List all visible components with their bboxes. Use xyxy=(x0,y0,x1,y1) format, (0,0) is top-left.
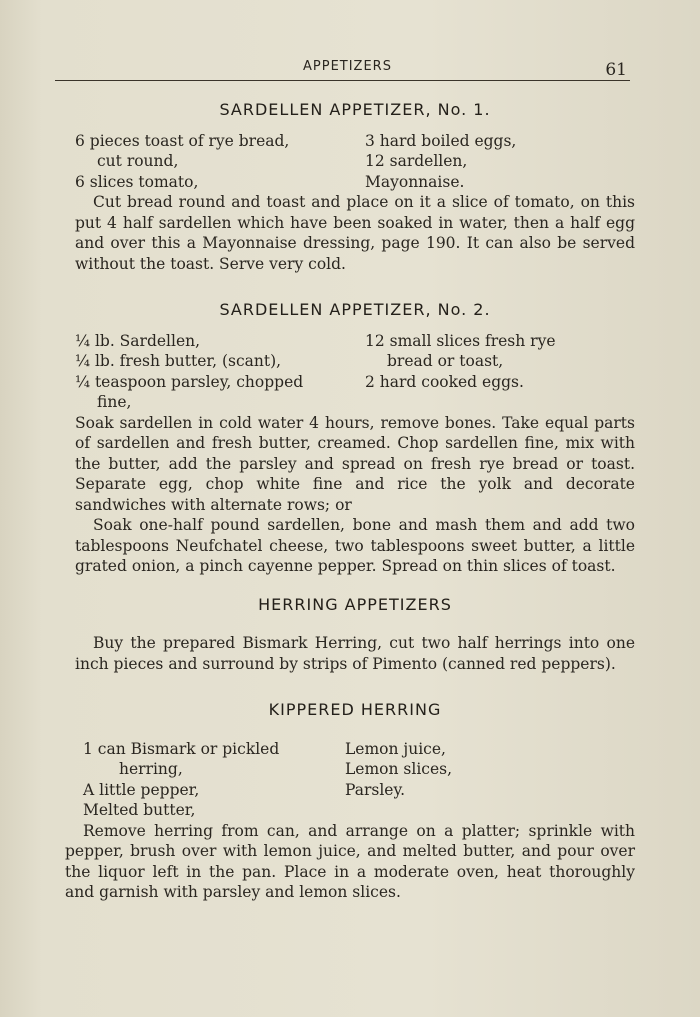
ingredients-right-column xyxy=(365,331,635,413)
header-rule xyxy=(55,80,630,81)
ingredient: cut round, xyxy=(97,152,179,170)
recipe-instructions: Buy the prepared Bismark Herring, cut two half herrings into one inch pieces and surround by strips of Pimento (canned red peppers). xyxy=(75,634,635,673)
ingredient: 1 can Bismark or pickled xyxy=(83,739,280,758)
ingredient: A little pepper, xyxy=(83,780,200,799)
ingredient: 12 small slices fresh rye xyxy=(365,331,556,350)
recipe-instructions: Cut bread round and toast and place on it a slice of tomato, on this put 4 half sardellen which have been soaked in water, then a half egg and over this a Mayonnaise dressing, page 190. It can also be served without the toast. Serve very cold. xyxy=(75,193,635,273)
ingredient: 12 sardellen, xyxy=(365,152,468,170)
ingredients-left-column xyxy=(75,739,345,821)
ingredient-list xyxy=(75,331,635,413)
recipe-title: KIPPERED HERRING xyxy=(268,700,442,719)
recipe-instructions: Remove herring from can, and arrange on a platter; sprinkle with pepper, brush over with lemon juice, and melted butter, and pour over the liquor left in the pan. Place in a moderate oven, heat thoroughly and garnish with parsley and lemon slices. xyxy=(65,821,635,901)
ingredients-left-column xyxy=(75,331,365,413)
ingredient: ¼ teaspoon parsley, chopped xyxy=(75,372,304,391)
page-header xyxy=(55,56,630,86)
ingredients-right-column xyxy=(345,739,635,821)
recipe-kippered-herring xyxy=(65,700,635,903)
recipe-title: SARDELLEN APPETIZER, No. 1. xyxy=(219,100,491,119)
ingredient-list xyxy=(75,131,635,193)
ingredient: Parsley. xyxy=(345,780,406,799)
ingredient: bread or toast, xyxy=(387,352,504,370)
ingredients-right-column xyxy=(365,131,635,193)
recipe-instructions: Soak one-half pound sardellen, bone and mash them and add two tablespoons Neufchatel cheese, two tablespoons sweet butter, a little grated onion, a pinch cayenne pepper. Spread on thin slices of toast. xyxy=(75,516,635,575)
ingredient: ¼ lb. Sardellen, xyxy=(75,331,201,350)
page-number: 61 xyxy=(605,60,627,80)
ingredient-list xyxy=(75,739,635,821)
ingredient: Lemon slices, xyxy=(345,760,453,778)
ingredient: 2 hard cooked eggs. xyxy=(365,372,524,391)
ingredient: Lemon juice, xyxy=(345,739,446,758)
ingredient: ¼ lb. fresh butter, (scant), xyxy=(75,352,282,370)
recipe-herring-appetizers xyxy=(75,595,635,675)
page-content xyxy=(65,100,635,903)
ingredient: 6 pieces toast of rye bread, xyxy=(75,131,290,150)
ingredient: fine, xyxy=(97,393,132,411)
running-head: APPETIZERS xyxy=(303,59,392,74)
ingredients-left-column xyxy=(75,131,365,193)
ingredient: herring, xyxy=(119,760,183,778)
recipe-instructions: Soak sardellen in cold water 4 hours, remove bones. Take equal parts of sardellen and fresh butter, creamed. Chop sardellen fine, mix with the butter, add the parsley and spread on fresh rye bread or toast. Separate egg, chop white fine and rice the yolk and decorate sandwiches with alternate rows; or xyxy=(75,413,635,514)
ingredient: Mayonnaise. xyxy=(365,172,465,191)
recipe-title: HERRING APPETIZERS xyxy=(258,594,452,614)
recipe-sardellen-2 xyxy=(75,300,635,577)
ingredient: 3 hard boiled eggs, xyxy=(365,131,517,150)
ingredient: Melted butter, xyxy=(83,801,196,819)
recipe-title: SARDELLEN APPETIZER, No. 2. xyxy=(219,300,491,319)
recipe-sardellen-1 xyxy=(75,100,635,274)
ingredient: 6 slices tomato, xyxy=(75,172,199,191)
